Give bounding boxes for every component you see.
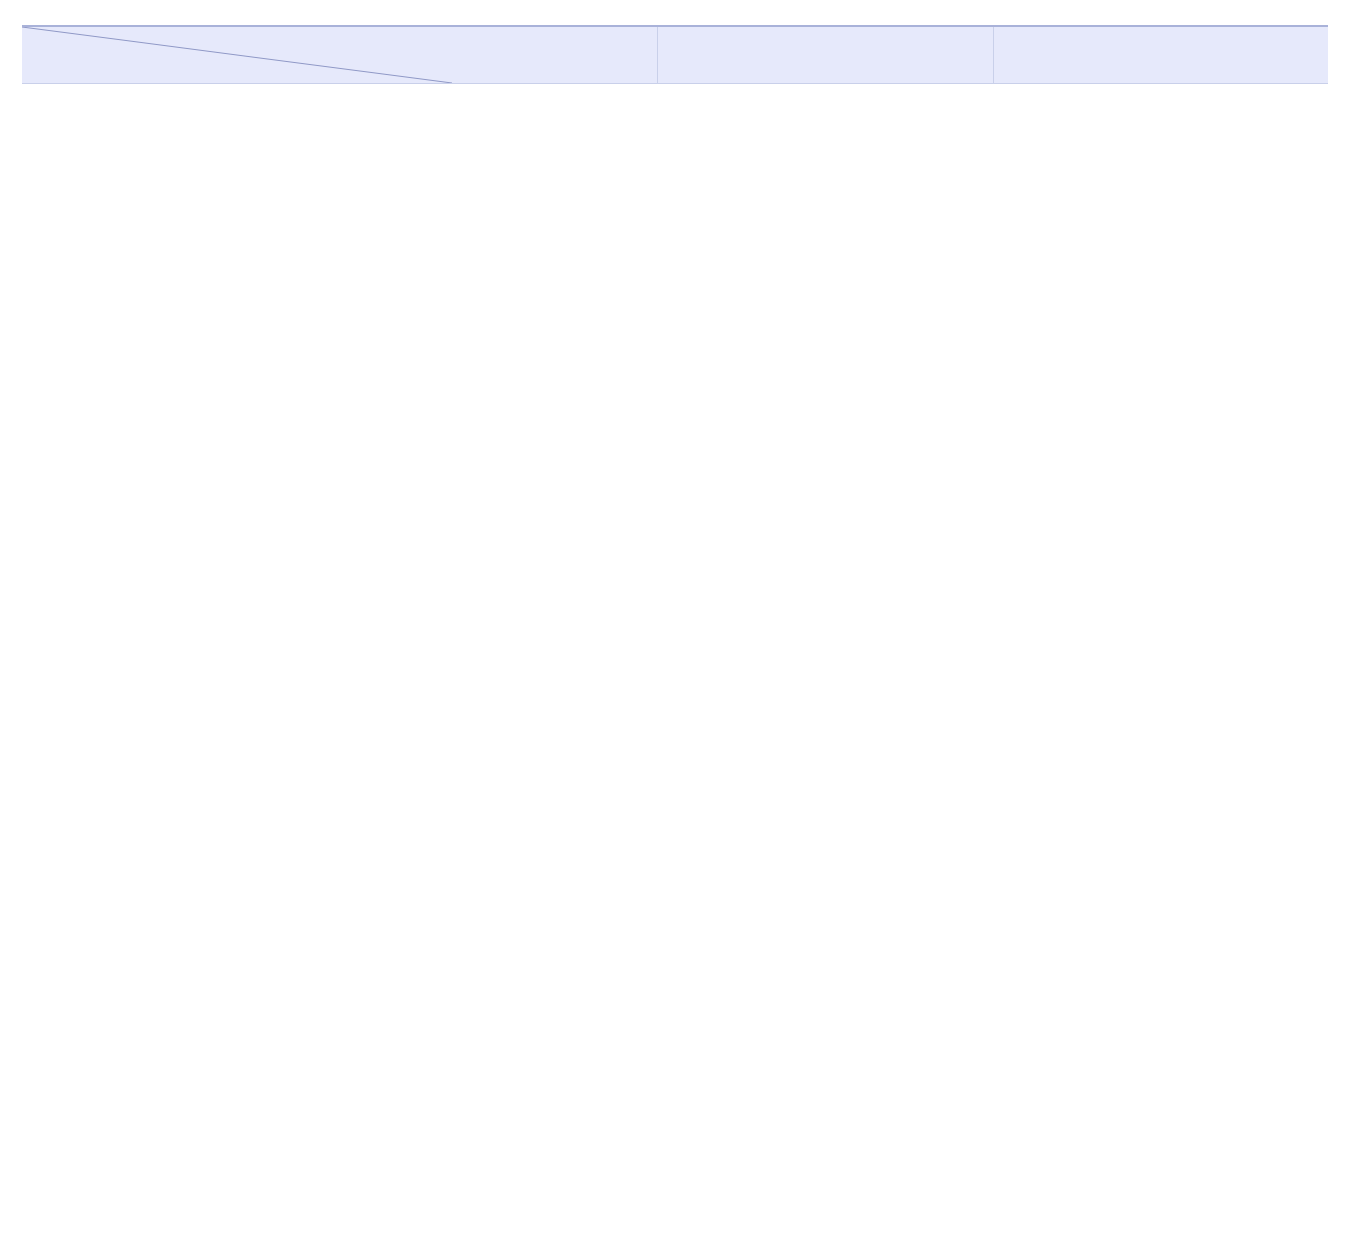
header-diagonal-cell [22,26,657,84]
model-header-u1 [993,26,1328,84]
model-header-i [657,26,993,84]
function-table-container [22,25,1328,1240]
header-row [22,26,1328,84]
function-table [22,25,1328,84]
diagonal-divider [22,27,452,83]
